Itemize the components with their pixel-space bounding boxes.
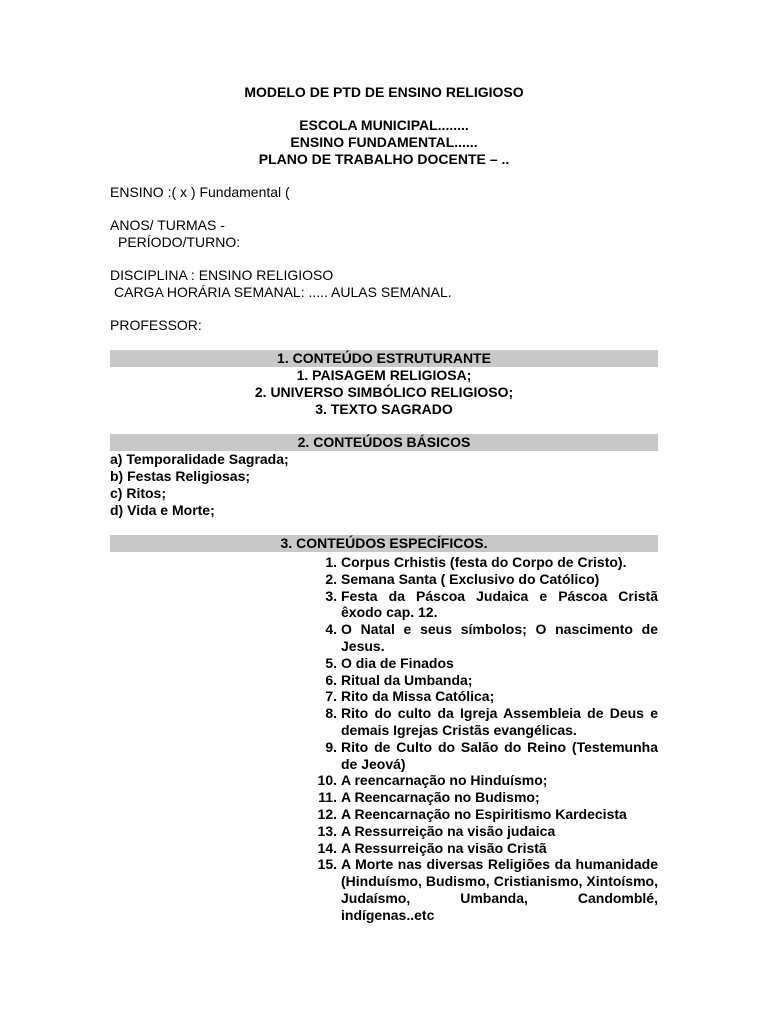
list-item: c) Ritos;: [110, 485, 166, 501]
section-heading-conteudos-especificos: 3. CONTEÚDOS ESPECÍFICOS.: [110, 535, 658, 552]
document-page: [110, 84, 658, 924]
list-item: 9. Rito de Culto do Salão do Reino (Testemunha de Jeová): [325, 738, 658, 772]
list-item: 14. A Ressurreição na visão Cristã: [317, 839, 547, 856]
field-ensino: ENSINO :( x ) Fundamental (: [110, 184, 290, 200]
plan-title: PLANO DE TRABALHO DOCENTE – ..: [258, 151, 510, 167]
list-item: 2. UNIVERSO SIMBÓLICO RELIGIOSO;: [254, 384, 514, 400]
list-item: 12. A Reencarnação no Espiritismo Kardecista: [317, 805, 627, 822]
list-item: 7. Rito da Missa Católica;: [325, 688, 495, 705]
list-item: a) Temporalidade Sagrada;: [110, 451, 289, 467]
list-item: d) Vida e Morte;: [110, 502, 215, 518]
list-item: 3. TEXTO SAGRADO: [315, 401, 453, 417]
list-item: 15. A Morte nas diversas Religiões da humanidade (Hinduísmo, Budismo, Cristianismo, Xintoísmo, Judaísmo, Umbanda, Candomblé, indígenas..etc: [317, 856, 658, 923]
field-carga-horaria: CARGA HORÁRIA SEMANAL: ..... AULAS SEMANAL.: [114, 284, 452, 300]
list-item: 10. A reencarnação no Hinduísmo;: [317, 772, 548, 789]
list-item: b) Festas Religiosas;: [110, 468, 251, 484]
document-header: [110, 117, 658, 168]
list-item: 3. Festa da Páscoa Judaica e Páscoa Cristã êxodo cap. 12.: [325, 587, 658, 621]
field-professor: PROFESSOR:: [110, 317, 202, 333]
list-item: 5. O dia de Finados: [325, 654, 454, 671]
list-item: 1. PAISAGEM RELIGIOSA;: [296, 367, 472, 383]
list-item: 1. Corpus Crhistis (festa do Corpo de Cristo).: [325, 554, 627, 570]
list-item: 4. O Natal e seus símbolos; O nascimento de Jesus.: [325, 621, 658, 654]
document-title: MODELO DE PTD DE ENSINO RELIGIOSO: [244, 84, 524, 100]
list-item: 2. Semana Santa ( Exclusivo do Católico): [325, 570, 600, 587]
field-periodo-turno: PERÍODO/TURNO:: [118, 234, 241, 250]
field-disciplina: DISCIPLINA : ENSINO RELIGIOSO: [110, 267, 334, 283]
list-item: 8. Rito do culto da Igreja Assembleia de Deus e demais Igrejas Cristãs evangélicas.: [325, 705, 658, 738]
list-item: 6. Ritual da Umbanda;: [325, 671, 473, 688]
section2-list: [110, 451, 658, 519]
section3-list: [110, 554, 658, 924]
section-heading-conteudo-estruturante: 1. CONTEÚDO ESTRUTURANTE: [110, 350, 658, 367]
list-item: 11. A Reencarnação no Budismo;: [318, 789, 540, 806]
education-level: ENSINO FUNDAMENTAL......: [290, 134, 478, 150]
list-item: 13. A Ressurreição na visão judaica: [317, 822, 556, 839]
section1-list: [110, 367, 658, 418]
section-heading-conteudos-basicos: 2. CONTEÚDOS BÁSICOS: [110, 434, 658, 451]
field-anos-turmas: ANOS/ TURMAS -: [110, 217, 225, 233]
school-name: ESCOLA MUNICIPAL........: [299, 117, 469, 133]
